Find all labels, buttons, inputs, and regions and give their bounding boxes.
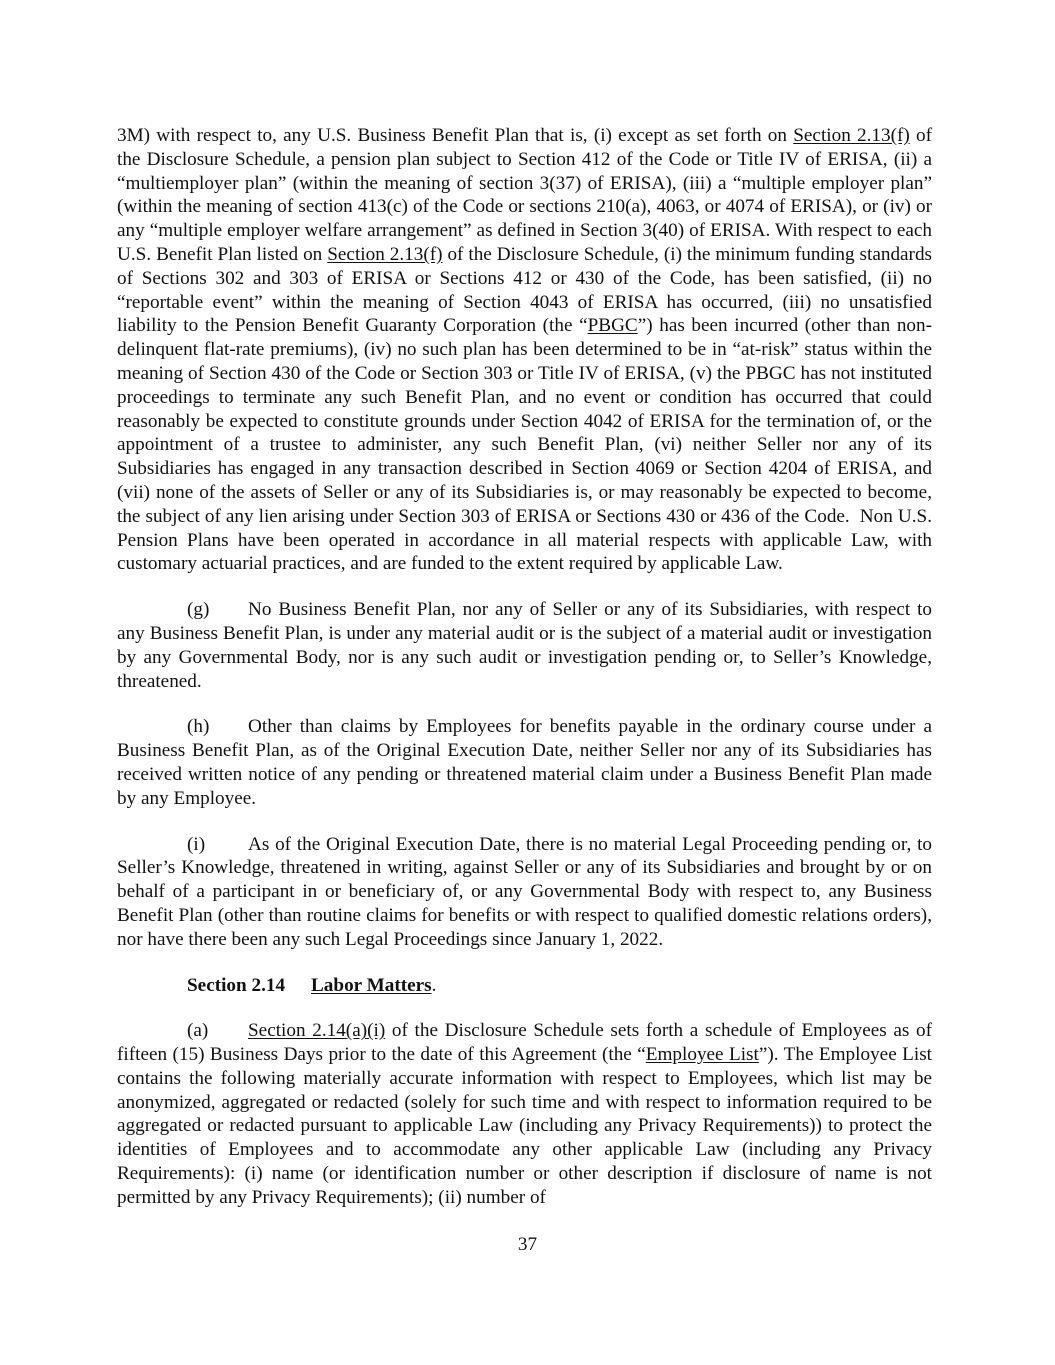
paragraph-g xyxy=(117,598,932,693)
paragraph-text: ”). The Employee List contains the following materially accurate information with respect to Employees, which list may be anonymized, aggregated or redacted (solely for such time and with respect to information required to be aggregated or redacted pursuant to applicable Law (including any Privacy Requirements)) to protect the identities of Employees and to accommodate any other applicable Law (including any Privacy Requirements): (i) name (or identification number or other description if disclosure of name is not permitted by any Privacy Requirements); (ii) number of xyxy=(117,1044,932,1208)
paragraph-text: of the Disclosure Schedule sets forth a schedule of Employees as of fifteen (15) Business Days prior to the date of this Agreement (the “ xyxy=(117,1020,933,1066)
paragraph-text: ”) has been incurred (other than non-delinquent flat-rate premiums), (iv) no such plan has been determined to be in “at-risk” status within the meaning of Section 430 of the Code or Section 303 or Title IV of ERISA, (v) the PBGC has not instituted proceedings to terminate any such Benefit Plan, and no event or condition has occurred that could reasonably be expected to constitute grounds under Section 4042 of ERISA for the termination of, or the appointment of a trustee to administer, any such Benefit Plan, (vi) neither Seller nor any of its Subsidiaries has engaged in any transaction described in Section 4069 or Section 4204 of ERISA, and (vii) none of the assets of Seller or any of its Subsidiaries is, or may reasonably be expected to become, the subject of any lien arising under Section 303 of ERISA or Sections 430 or 436 of the Code. Non U.S. Pension Plans have been operated in accordance in all material respects with applicable Law, with customary actuarial practices, and are funded to the extent required by applicable Law. xyxy=(117,315,932,575)
section-heading xyxy=(117,974,932,998)
paragraph-label: (h) xyxy=(187,716,210,738)
paragraph-a xyxy=(117,1019,932,1209)
section-reference: Section 2.13(f) xyxy=(327,243,443,265)
paragraph-text: of the Disclosure Schedule, (i) the minimum funding standards of Sections 302 and 303 of ERISA or Sections 412 or 430 of the Code, has been satisfied, (ii) no “reportable event” within the meaning of Section 4043 of ERISA has occurred, (iii) no unsatisfied liability to the Pension Benefit Guaranty Corporation (the “ xyxy=(117,243,933,337)
paragraph-text: of the Disclosure Schedule, a pension plan subject to Section 412 of the Code or Title IV of ERISA, (ii) a “multiemployer plan” (within the meaning of section 3(37) of ERISA), (iii) a “multiple employer plan” (within the meaning of section 413(c) of the Code or sections 210(a), 4063, or 4074 of ERISA), or (iv) or any “multiple employer welfare arrangement” as defined in Section 3(40) of ERISA. With respect to each U.S. Benefit Plan listed on xyxy=(117,125,933,265)
paragraph-text: Other than claims by Employees for benefits payable in the ordinary course under a Business Benefit Plan, as of the Original Execution Date, neither Seller nor any of its Subsidiaries has received written notice of any pending or threatened material claim under a Business Benefit Plan made by any Employee. xyxy=(117,716,932,809)
paragraph-f-continuation xyxy=(117,124,932,576)
defined-term: PBGC xyxy=(587,315,638,337)
paragraph-text: As of the Original Execution Date, there is no material Legal Proceeding pending or, to Seller’s Knowledge, threatened in writing, against Seller or any of its Subsidiaries and brought by or on behalf of a participant in or beneficiary of, or any Governmental Body with respect to, any Business Benefit Plan (other than routine claims for benefits or with respect to qualified domestic relations orders), nor have there been any such Legal Proceedings since January 1, 2022. xyxy=(117,833,932,950)
section-reference: Section 2.13(f) xyxy=(793,125,910,146)
paragraph-label: (i) xyxy=(187,833,206,855)
document-page xyxy=(117,124,932,1210)
section-heading-period: . xyxy=(431,974,437,996)
section-title: Labor Matters xyxy=(311,974,432,996)
paragraph-h xyxy=(117,715,932,810)
defined-term: Employee List xyxy=(645,1044,759,1066)
paragraph-label: (a) xyxy=(187,1020,209,1042)
paragraph-text: 3M) with respect to, any U.S. Business Benefit Plan that is, (i) except as set forth on xyxy=(117,125,794,146)
paragraph-i xyxy=(117,833,932,952)
paragraph-text: No Business Benefit Plan, nor any of Seller or any of its Subsidiaries, with respect to any Business Benefit Plan, is under any material audit or is the subject of a material audit or investigation by any Governmental Body, nor is any such audit or investigation pending or, to Seller’s Knowledge, threatened. xyxy=(117,599,932,692)
section-reference: Section 2.14(a)(i) xyxy=(248,1020,386,1042)
page-number: 37 xyxy=(517,1234,538,1255)
section-number: Section 2.14 xyxy=(187,974,286,996)
paragraph-label: (g) xyxy=(187,599,210,621)
